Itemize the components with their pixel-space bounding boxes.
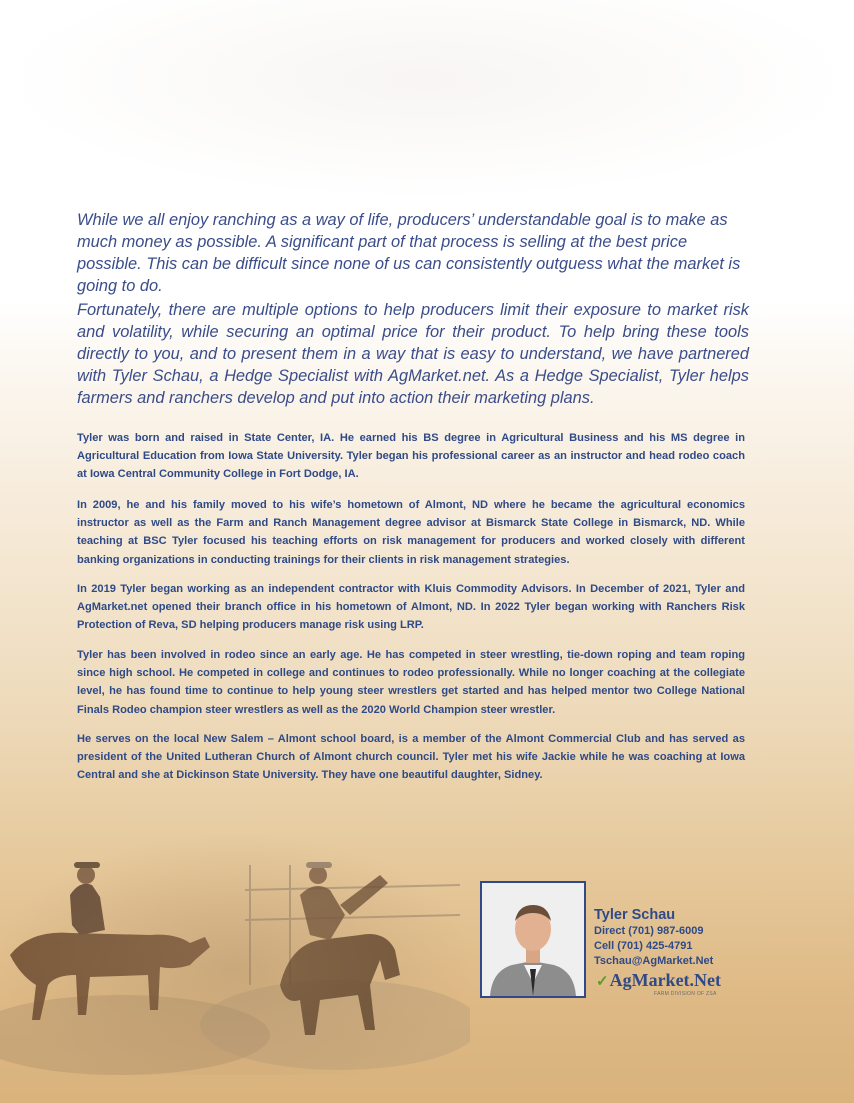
headshot-photo [480,881,586,998]
checkmark-icon: ✓ [596,973,609,990]
bio-paragraph-1: Tyler was born and raised in State Center, IA. He earned his BS degree in Agricultural Business and his MS degree in Agricultural Education from Iowa State University. Tyler began his professional career as an instructor and head rodeo coach at Iowa Central Community College in Fort Dodge, IA. [77,432,745,481]
contact-name: Tyler Schau [594,907,676,923]
contact-email: Tschau@AgMarket.Net [594,955,714,967]
bio-paragraph-3: In 2019 Tyler began working as an independent contractor with Kluis Commodity Advisors. In December of 2021, Tyler and AgMarket.net opened their branch office in his hometown of Almont, ND. In 2022 Tyler began working with Ranchers Risk Protection of Reva, SD helping producers manage risk using LRP. [77,583,745,632]
intro-paragraph-2: Fortunately, there are multiple options to help producers limit their exposure to market risk and volatility, while securing an optimal price for their product. To help bring these tools directly to you, and to present them in a way that is easy to understand, we have partnered with Tyler Schau, a Hedge Specialist with AgMarket.net. As a Hedge Specialist, Tyler helps farmers and ranchers develop and put into action their marketing plans. [77,301,749,407]
contact-block [594,906,713,969]
bio-paragraph-4: Tyler has been involved in rodeo since an early age. He has competed in steer wrestling, tie-down roping and team roping since high school. He competed in college and continues to rodeo professionally. While no longer coaching at the collegiate level, he has found time to continue to help young steer wrestlers get started and has helped mentor two College National Finals Rodeo champion steer wrestlers as well as the 2020 World Champion steer wrestler. [77,649,745,716]
logo-text: AgMarket.Net [609,970,722,990]
rodeo-photo-collage [0,835,470,1075]
bio-paragraph-2: In 2009, he and his family moved to his wife’s hometown of Almont, ND where he became the agricultural economics instructor as well as the Farm and Ranch Management degree advisor at Bismarck State College in Bismarck, ND. While teaching at BSC Tyler focused his teaching efforts on risk management for producers and worked closely with different banking organizations in conducting trainings for their clients in risk management strategies. [77,499,745,566]
agmarket-logo [596,970,722,997]
contact-direct-phone: Direct (701) 987-6009 [594,925,704,937]
logo-subtitle: FARM DIVISION OF ZSA [654,991,717,997]
intro-paragraph-1: While we all enjoy ranching as a way of life, producers’ understandable goal is to make as much money as possible. A significant part of that process is selling at the best price possible. This can be difficult since none of us can consistently outguess what the market is going to do. [77,211,741,295]
portrait-illustration [482,883,584,996]
contact-cell-phone: Cell (701) 425-4791 [594,940,693,952]
bio-paragraph-5: He serves on the local New Salem – Almont school board, is a member of the Almont Commercial Club and has served as president of the United Lutheran Church of Almont church council. Tyler met his wife Jackie while he was coaching at Iowa Central and she at Dickinson State University. They have one beautiful daughter, Sidney. [77,733,745,782]
header-haze [0,0,854,200]
